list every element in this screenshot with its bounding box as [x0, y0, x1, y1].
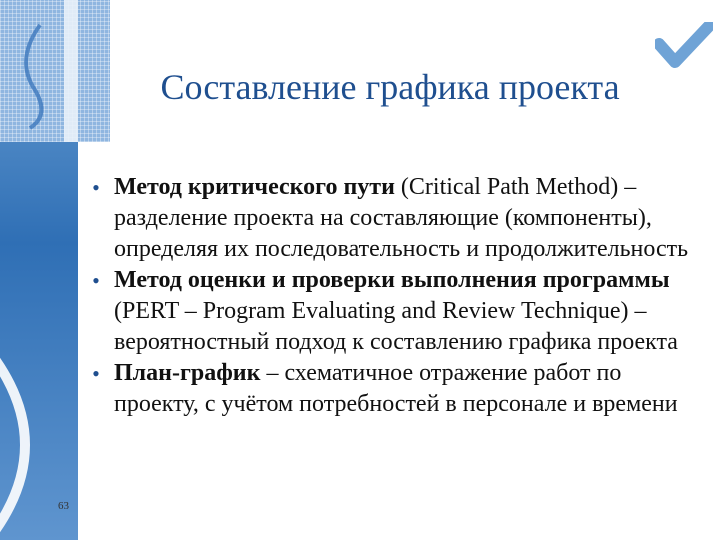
item-term: Метод критического пути — [114, 174, 395, 200]
item-term: Метод оценки и проверки выполнения программы — [114, 267, 670, 293]
checkmark-icon — [655, 22, 713, 70]
item-text: – схематичное отражение работ по проекту, с учётом потребностей в персонале и времени — [114, 360, 678, 417]
top-left-edge-strip — [64, 0, 78, 142]
item-text: (PERT – Program Evaluating and Review Technique) – вероятностный подход к составлению графика проекта — [114, 298, 678, 355]
list-item — [86, 172, 706, 265]
slide-title: Составление графика проекта — [160, 67, 620, 107]
bullet-icon: • — [92, 361, 100, 386]
swirl-decoration — [10, 20, 60, 130]
list-item — [86, 265, 706, 358]
bullet-list — [86, 172, 706, 420]
item-text: (Critical Path Method) – разделение проекта на составляющие (компоненты), определяя их последовательность и продолжительность — [114, 174, 689, 262]
bullet-icon: • — [92, 175, 100, 200]
list-item — [86, 358, 706, 420]
page-number: 63 — [58, 500, 69, 512]
bullet-icon: • — [92, 268, 100, 293]
item-term: План-график — [114, 360, 261, 386]
